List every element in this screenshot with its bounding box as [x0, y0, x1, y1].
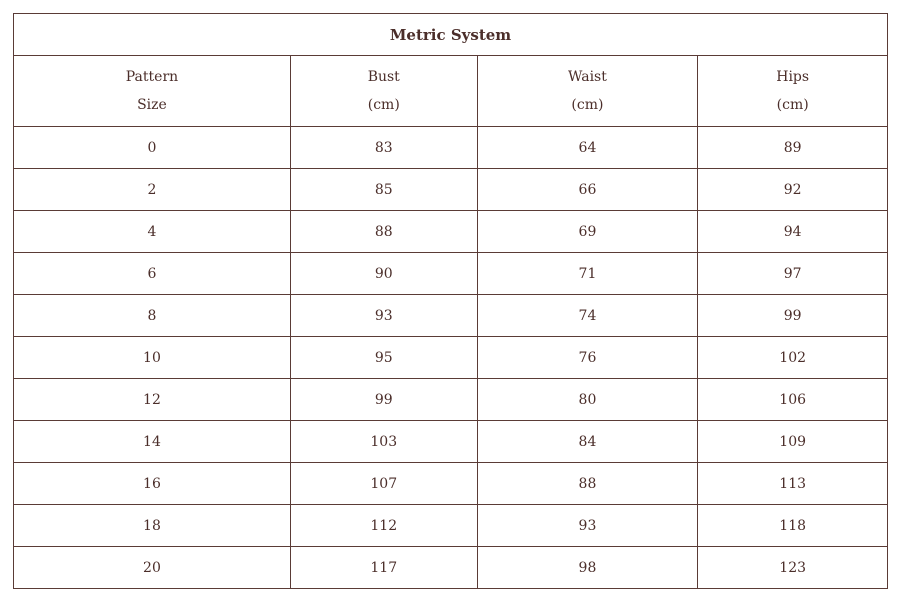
cell-hips: 94 [698, 211, 888, 253]
header-hips [698, 56, 888, 127]
header-line: (cm) [571, 97, 604, 113]
table-row [14, 547, 888, 589]
header-bust [290, 56, 477, 127]
table-row [14, 169, 888, 211]
title-row [14, 14, 888, 56]
cell-waist: 88 [477, 463, 698, 505]
cell-size: 2 [14, 169, 291, 211]
cell-size: 8 [14, 295, 291, 337]
cell-hips: 109 [698, 421, 888, 463]
cell-bust: 112 [290, 505, 477, 547]
table-row [14, 211, 888, 253]
header-row [14, 56, 888, 127]
table-row [14, 379, 888, 421]
header-line: Hips [776, 69, 810, 85]
cell-bust: 99 [290, 379, 477, 421]
cell-waist: 93 [477, 505, 698, 547]
cell-waist: 84 [477, 421, 698, 463]
cell-bust: 88 [290, 211, 477, 253]
cell-hips: 99 [698, 295, 888, 337]
cell-size: 14 [14, 421, 291, 463]
metric-size-table [13, 13, 888, 589]
cell-waist: 66 [477, 169, 698, 211]
cell-size: 0 [14, 127, 291, 169]
table-row [14, 337, 888, 379]
header-waist [477, 56, 698, 127]
cell-size: 20 [14, 547, 291, 589]
cell-hips: 89 [698, 127, 888, 169]
cell-waist: 98 [477, 547, 698, 589]
header-pattern-size [14, 56, 291, 127]
cell-bust: 93 [290, 295, 477, 337]
header-line: Waist [568, 69, 607, 85]
table-title: Metric System [14, 14, 888, 56]
cell-bust: 103 [290, 421, 477, 463]
cell-hips: 92 [698, 169, 888, 211]
cell-hips: 118 [698, 505, 888, 547]
cell-hips: 113 [698, 463, 888, 505]
cell-size: 12 [14, 379, 291, 421]
header-line: Bust [367, 69, 400, 85]
cell-bust: 107 [290, 463, 477, 505]
table-row [14, 253, 888, 295]
cell-hips: 123 [698, 547, 888, 589]
cell-waist: 64 [477, 127, 698, 169]
cell-bust: 85 [290, 169, 477, 211]
table-row [14, 505, 888, 547]
table-row [14, 127, 888, 169]
cell-waist: 76 [477, 337, 698, 379]
cell-size: 6 [14, 253, 291, 295]
cell-size: 4 [14, 211, 291, 253]
cell-bust: 83 [290, 127, 477, 169]
cell-size: 18 [14, 505, 291, 547]
cell-bust: 90 [290, 253, 477, 295]
cell-bust: 117 [290, 547, 477, 589]
cell-waist: 74 [477, 295, 698, 337]
table-row [14, 421, 888, 463]
cell-size: 16 [14, 463, 291, 505]
cell-size: 10 [14, 337, 291, 379]
header-line: Pattern [125, 69, 179, 85]
header-line: (cm) [367, 97, 400, 113]
table-row [14, 463, 888, 505]
cell-waist: 80 [477, 379, 698, 421]
header-line: Size [137, 97, 167, 113]
cell-hips: 106 [698, 379, 888, 421]
table-row [14, 295, 888, 337]
cell-waist: 69 [477, 211, 698, 253]
cell-waist: 71 [477, 253, 698, 295]
cell-bust: 95 [290, 337, 477, 379]
cell-hips: 102 [698, 337, 888, 379]
cell-hips: 97 [698, 253, 888, 295]
header-line: (cm) [776, 97, 809, 113]
